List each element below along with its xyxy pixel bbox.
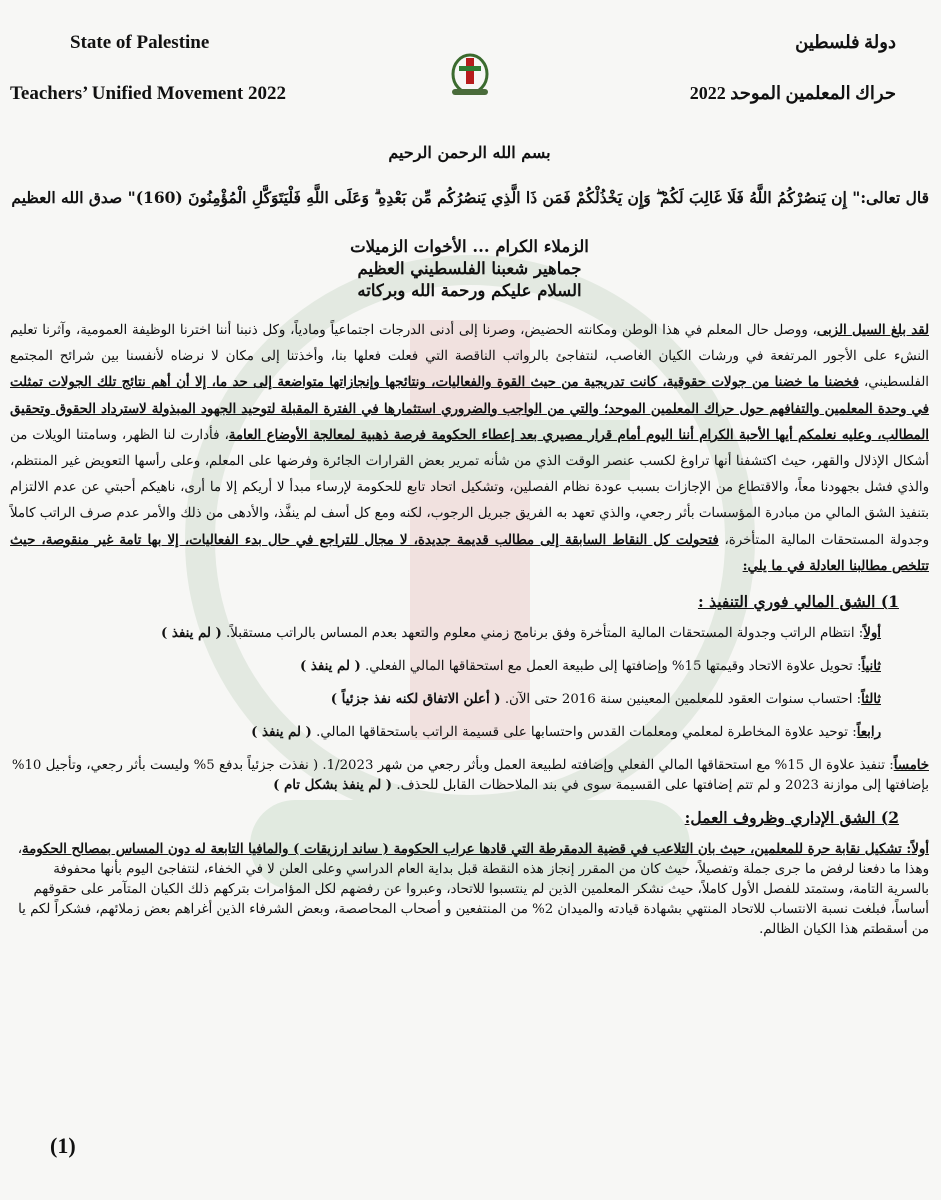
greeting-line-3: السلام عليكم ورحمة الله وبركاته [357,281,582,300]
document-body [10,135,929,940]
section-1-item-4: رابعاً: توحيد علاوة المخاطرة لمعلمي ومعلمات القدس واحتسابها على قسيمة الراتب باستحقاقها المالي. ( لم ينفذ ) [251,725,881,741]
section-1-item-2: ثانياً: تحويل علاوة الاتحاد وقيمتها 15% وإضافتها إلى طبيعة العمل مع استحقاقها المالي الفعلي. ( لم ينفذ ) [300,659,881,675]
header-state-ar: دولة فلسطين [795,32,896,52]
quran-verse: قال تعالى:" إِن يَنصُرْكُمُ اللَّهُ فَلَا غَالِبَ لَكُمْ ۖ وَإِن يَخْذُلْكُمْ فَمَن ذَا الَّذِي يَنصُرُكُم مِّن بَعْدِهِ ۗ وَعَلَى اللَّهِ فَلْيَتَوَكَّلِ الْمُؤْمِنُونَ (160)" صدق الله العظيم [11,188,929,207]
status-badge: ( لم ينفذ ) [161,626,222,642]
intro-opening: لقد بلغ السيل الزبى [816,323,929,338]
header-state-en: State of Palestine [70,32,210,53]
intro-text-1: ، ووصل حال المعلم في هذا الوطن ومكانته الحضيض، وصرنا إلى أدنى الدرجات اجتماعياً ومادياً، وكل ذنبنا أننا اخترنا الوظيفة العمومية، وآثرنا تعليم النشء على الأجور المرتفعة في ورشات الكيان الغاصب، لنتفاجئ بالرواتب الناقصة التي فعلت فعلها بنا، وأخذتنا إلى مكان لا نرضاه لأنفسنا بين شرائح المجتمع الفلسطيني، [10,323,929,391]
section-1-item-5: خامساً: تنفيذ علاوة ال 15% مع استحقاقها المالي الفعلي وإضافته لطبيعة العمل وبأثر رجعي من شهر 1/2023. ( نفذت جزئياً بدفع 5% وليست بأثر رجعي، وتأجيل 10% بإضافتها إلى موازنة 2023 و لم تتم إضافتها على القسيمة سوى في بند الملاحظات القابل للحذف. ( لم ينفذ بشكل تام ) [11,758,929,794]
intro-text-2: ، فأدارت لنا الظهر، وسامتنا الويلات من أشكال الإذلال والقهر، حيث اكتشفنا أنها تراوغ لكسب عنصر الوقت الذي من شأنه تمرير بعض القرارات الجائرة وفرضها على المعلم، وعلى رأسها التعويض غير المنتظم، والذي فشل بجهودنا معاً، والاقتطاع من الإجازات بسبب عودة نظام الفصلين، وتشكيل اتحاد تابع للحكومة لإرساء مبدأ لا أريكم إلا ما أرى، ناهيكم أحبتي عن عدم الالتزام بتنفيذ الشق المالي من مبادرة المؤسسات بأثر رجعي، والذي تعهد به الفريق جبريل الرجوب، لكنه ومع كل أسف لم ينفَّذ، والأدهى من ذلك والأمر عدم صرف الراتب كاملاً وجدولة المستحقات المالية المتأخرة، [10,427,929,548]
status-badge: ( لم ينفذ ) [251,725,312,741]
status-badge: ( لم ينفذ ) [300,659,361,675]
greeting [10,236,929,302]
page-number: (1) [50,1133,76,1158]
header-movement-en: Teachers’ Unified Movement 2022 [10,83,286,104]
section-2-item-1: أولاً: تشكيل نقابة حرة للمعلمين، حيث بان التلاعب في قضية الدمقرطة التي قادها عراب الحكومة ( ساند ارزيقات ) والمافيا التابعة له دون المساس بمصالح الحكومة، وهذا ما دفعنا لرفض ما جرى جملة وتفصيلاً، حيث كان من المقرر إنجاز هذه النقطة قبل بداية العام الدراسي وعلى العلن لا في الخفاء، لنتفاجئ اليوم بأنها محفوفة بالسرية التامة، وستمتد للفصل الأول كاملاً، حيث نشكر المعلمين الذين لم ينتسبوا للاتحاد، وعبروا عن رفضهم لكل المؤامرات بتركهم ذلك الكيان المتآمر على حقوقهم أساساً، فبلغت نسبة الانتساب للاتحاد المنتهي بشهادة قيادته والميدان 2% من المنتفعين و أصحاب المحاصصة، وبعض الشرفاء الذين أغراهم بعض زملائهم، فشكراً لكم يا من أسقطتم هذا الكيان الظالم. [17,842,929,938]
greeting-line-1: الزملاء الكرام ... الأخوات الزميلات [350,237,589,256]
status-badge: ( لم ينفذ بشكل تام ) [273,778,393,794]
section-1-item-3: ثالثاً: احتساب سنوات العقود للمعلمين المعينين سنة 2016 حتى الآن. ( أعلن الاتفاق لكنه نفذ جزئياً ) [330,692,881,708]
basmala: بسم الله الرحمن الرحيم [388,143,551,162]
section-1-title: 1) الشق المالي فوري التنفيذ : [697,592,899,612]
intro-emphasis-1: فخضنا ما خضنا من جولات حقوقية، كانت تدريجية من حيث القوة والفعاليات، ونتائجها وإنجازاتها متواضعة إلى حد ما، إلا أن أهم نتائج تلك الجولات تمثلت في وحدة المعلمين والتفافهم حول حراك المعلمين الموحد؛ والتي من الواجب والضروري استثمارها في الفترة المقبلة لتوحيد الجهود المبذولة لاسترداد الحقوق وتحقيق المطالب، وعليه نعلمكم أيها الأحبة الكرام أننا اليوم أمام قرار مصيري بعد إعطاء الحكومة فرصة ذهبية لمعالجة الأوضاع العامة [10,375,929,443]
intro-paragraph [10,318,929,580]
status-badge: ( أعلن الاتفاق لكنه نفذ جزئياً ) [330,692,501,708]
header-movement-ar: حراك المعلمين الموحد 2022 [689,83,896,103]
intro-emphasis-2: فتحولت كل النقاط السابقة إلى مطالب قديمة جديدة، لا مجال للتراجع في حال بدء الفعاليات، إلا بها تامة غير منقوصة، حيث تتلخص مطالبنا العادلة في ما يلي: [10,532,929,574]
greeting-line-2: جماهير شعبنا الفلسطيني العظيم [357,259,582,278]
section-2-title: 2) الشق الإداري وظروف العمل: [684,808,899,828]
movement-emblem-icon [447,52,493,98]
section-1-item-1: أولاً: انتظام الراتب وجدولة المستحقات المالية المتأخرة وفق برنامج زمني معلوم والتعهد بعدم المساس بالراتب مستقبلاً. ( لم ينفذ ) [161,626,881,642]
